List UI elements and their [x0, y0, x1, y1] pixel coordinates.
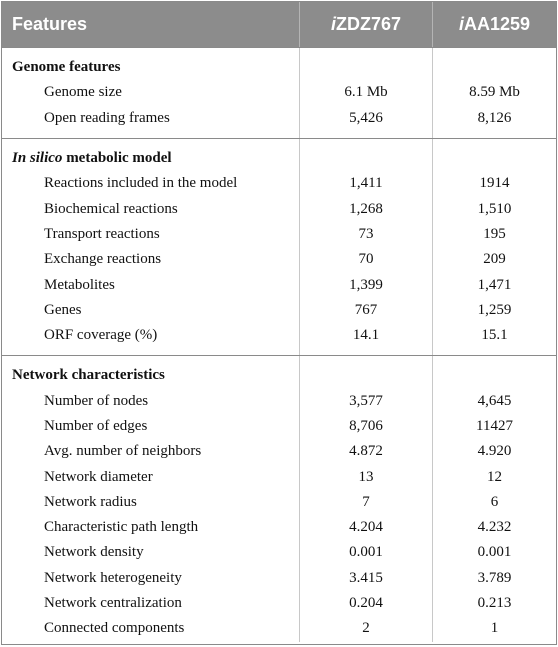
header-iaa1259-name: AA1259 [463, 14, 531, 34]
row-label: Exchange reactions [44, 251, 162, 268]
cell-iaa1259: 0.213 [432, 591, 556, 616]
header-izdz767-prefix: i [330, 14, 336, 34]
header-features: Features [12, 14, 88, 34]
cell-izdz767: 4.872 [299, 439, 432, 464]
cell-iaa1259: 0.001 [432, 540, 556, 565]
cell-izdz767: 1,399 [299, 272, 432, 297]
table-row [2, 566, 556, 591]
table-row [2, 464, 556, 489]
table-row [2, 196, 556, 221]
section-title-row [2, 363, 556, 388]
cell-izdz767: 8,706 [299, 414, 432, 439]
table-row [2, 323, 556, 348]
row-label: ORF coverage (%) [44, 327, 158, 344]
table-row [2, 222, 556, 247]
cell-iaa1259: 1,471 [432, 272, 556, 297]
cell-iaa1259: 1,510 [432, 196, 556, 221]
cell-izdz767: 5,426 [299, 106, 432, 131]
row-label: Genome size [44, 84, 122, 101]
section-title: Network characteristics [12, 367, 165, 384]
cell-izdz767: 13 [299, 464, 432, 489]
row-label: Genes [44, 301, 82, 318]
cell-izdz767: 14.1 [299, 323, 432, 348]
table-row [2, 591, 556, 616]
row-label: Connected components [44, 620, 185, 637]
cell-izdz767: 4.204 [299, 515, 432, 540]
row-label: Biochemical reactions [44, 200, 178, 217]
row-label: Metabolites [44, 276, 115, 293]
section-title: metabolic model [62, 150, 172, 167]
table-row [2, 414, 556, 439]
section-in-silico-model [2, 138, 556, 355]
section-title: Genome features [12, 59, 121, 76]
cell-iaa1259: 3.789 [432, 566, 556, 591]
section-title-italic: In silico [12, 150, 63, 167]
section-title-row [2, 55, 556, 80]
cell-izdz767: 2 [299, 616, 432, 641]
row-label: Transport reactions [44, 225, 160, 242]
row-label: Network density [44, 544, 144, 561]
row-label: Open reading frames [44, 109, 170, 126]
cell-izdz767: 0.001 [299, 540, 432, 565]
section-genome-features [2, 47, 556, 138]
row-label: Network radius [44, 493, 137, 510]
cell-iaa1259: 209 [432, 247, 556, 272]
table-header [2, 2, 556, 47]
cell-izdz767: 6.1 Mb [299, 80, 432, 105]
cell-iaa1259: 12 [432, 464, 556, 489]
header-iaa1259 [432, 2, 556, 47]
cell-iaa1259: 8,126 [432, 106, 556, 131]
table-row [2, 515, 556, 540]
cell-iaa1259: 4.920 [432, 439, 556, 464]
cell-iaa1259: 1,259 [432, 298, 556, 323]
row-label: Characteristic path length [44, 519, 199, 536]
row-label: Network heterogeneity [44, 569, 182, 586]
table-row [2, 490, 556, 515]
header-iaa1259-prefix: i [458, 14, 464, 34]
row-label: Reactions included in the model [44, 175, 238, 192]
cell-iaa1259: 4,645 [432, 389, 556, 414]
cell-izdz767: 3,577 [299, 389, 432, 414]
cell-iaa1259: 8.59 Mb [432, 80, 556, 105]
row-label: Number of edges [44, 418, 148, 434]
table-row [2, 389, 556, 414]
cell-iaa1259: 1914 [432, 171, 556, 196]
table-row [2, 616, 556, 641]
cell-izdz767: 1,411 [299, 171, 432, 196]
header-izdz767-name: ZDZ767 [335, 14, 402, 34]
cell-izdz767: 73 [299, 222, 432, 247]
comparison-table [1, 1, 557, 645]
cell-iaa1259: 15.1 [432, 323, 556, 348]
cell-izdz767: 3.415 [299, 566, 432, 591]
table-row [2, 298, 556, 323]
table-row [2, 171, 556, 196]
cell-izdz767: 70 [299, 247, 432, 272]
cell-iaa1259: 6 [432, 490, 556, 515]
cell-iaa1259: 4.232 [432, 515, 556, 540]
table-row [2, 272, 556, 297]
section-network-characteristics [2, 355, 556, 641]
cell-izdz767: 767 [299, 298, 432, 323]
cell-iaa1259: 195 [432, 222, 556, 247]
table-row [2, 106, 556, 131]
table-row [2, 247, 556, 272]
cell-izdz767: 7 [299, 490, 432, 515]
table-row [2, 80, 556, 105]
row-label: Network diameter [44, 468, 153, 485]
table-row [2, 439, 556, 464]
cell-iaa1259: 1 [432, 616, 556, 641]
table-row [2, 540, 556, 565]
cell-izdz767: 1,268 [299, 196, 432, 221]
row-label: Number of nodes [44, 392, 149, 409]
cell-izdz767: 0.204 [299, 591, 432, 616]
header-izdz767 [299, 2, 432, 47]
row-label: Avg. number of neighbors [44, 443, 202, 460]
section-title-row [2, 146, 556, 171]
cell-iaa1259: 11427 [432, 414, 556, 439]
row-label: Network centralization [44, 595, 182, 612]
